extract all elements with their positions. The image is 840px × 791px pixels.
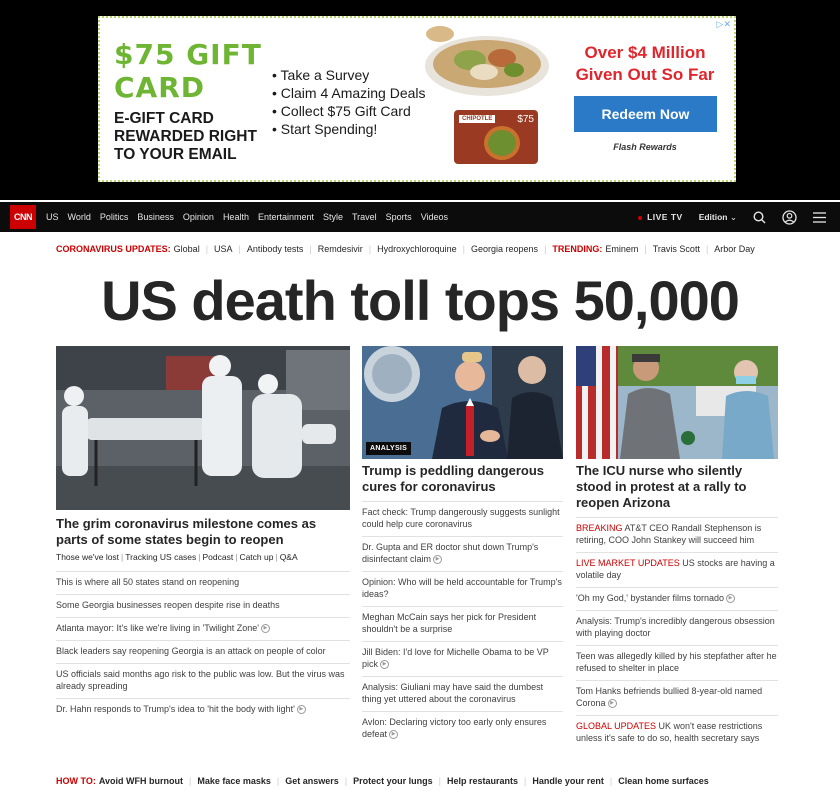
list-item[interactable] [362,676,563,711]
how-to-item[interactable]: Get answers [285,776,339,786]
list-item[interactable] [576,610,778,645]
video-play-icon: ▶ [726,594,735,603]
headline-text: Black leaders say reopening Georgia is an attack on people of color [56,646,326,656]
live-updates-label: LIVE MARKET UPDATES [576,558,680,568]
ad-steps-list [272,66,426,138]
how-to-item[interactable]: Handle your rent [532,776,604,786]
ad-step: • Claim 4 Amazing Deals [272,84,426,102]
list-item[interactable] [56,663,350,698]
ad-black-line: TO YOUR EMAIL [114,146,237,163]
nav-link-us[interactable]: US [46,212,59,222]
headline-text: Fact check: Trump dangerously suggests sunlight could help cure coronavirus [362,507,560,529]
nurse-story-column [576,346,778,750]
headline-text: US officials said months ago risk to the public was low. But the virus was already spreading [56,669,345,691]
list-item[interactable] [576,552,778,587]
nav-link-videos[interactable]: Videos [420,212,449,222]
avocado-icon [484,126,520,160]
breaking-label: BREAKING [576,523,623,533]
video-play-icon: ▶ [389,730,398,739]
list-item[interactable] [576,587,778,610]
ad-headline-line-2: CARD [114,71,206,104]
gift-card-image [454,110,538,164]
edition-label: Edition [698,211,728,222]
nav-link-opinion[interactable]: Opinion [182,212,214,222]
sublink[interactable]: Those we've lost [56,552,120,562]
trending-item[interactable]: Travis Scott [652,244,700,254]
cnn-logo[interactable]: CNN [10,205,36,229]
video-play-icon: ▶ [297,705,306,714]
trending-label-coronavirus: CORONAVIRUS UPDATES: [56,244,171,254]
ad-red-line: Given Out So Far [575,65,715,84]
search-icon[interactable] [753,211,766,224]
separator: | [644,244,647,254]
headline-text: 'Oh my God,' bystander films tornado [576,593,724,603]
main-headline[interactable]: US death toll tops 50,000 [101,269,739,332]
trending-item[interactable]: Global [173,244,200,254]
headline-text: Dr. Hahn responds to Trump's idea to 'hit the body with light' [56,704,295,714]
nav-link-style[interactable]: Style [322,212,343,222]
headline-text: US stocks are having a volatile day [576,558,775,580]
nav-link-sports[interactable]: Sports [385,212,412,222]
list-item[interactable] [56,594,350,617]
sublink[interactable]: Catch up [239,552,274,562]
list-item[interactable] [576,645,778,680]
nav-link-health[interactable]: Health [222,212,249,222]
how-to-item[interactable]: Protect your lungs [353,776,433,786]
headline-text: Atlanta mayor: It's like we're living in 'Twilight Zone' [56,623,259,633]
list-item[interactable] [576,715,778,750]
ad-step: • Take a Survey [272,66,426,84]
how-to-item[interactable]: Make face masks [197,776,271,786]
ad-unit[interactable] [98,16,736,182]
headline-text: Tom Hanks befriends bullied 8-year-old named Corona [576,686,763,708]
ad-headline-line-1: $75 GIFT [114,38,262,71]
headline-text: Some Georgia businesses reopen despite rise in deaths [56,600,280,610]
nurse-story-photo[interactable] [576,346,778,459]
list-item[interactable] [362,501,563,536]
ad-black-text [114,110,257,164]
how-to-label: HOW TO: [56,776,96,786]
edition-dropdown[interactable] [699,212,737,223]
trump-story-title[interactable]: Trump is peddling dangerous cures for coronavirus [362,463,545,494]
analysis-badge: ANALYSIS [366,442,411,455]
nav-link-business[interactable]: Business [137,212,174,222]
headline-text: Analysis: Giuliani may have said the dumbest thing yet uttered about the coronavirus [362,682,544,704]
separator: | [368,244,372,254]
separator: | [235,552,238,562]
lead-story-list [56,571,350,721]
video-play-icon: ▶ [261,624,270,633]
nurse-story-list [576,517,778,750]
trending-item[interactable]: Remdesivir [317,244,363,254]
headline-text: Analysis: Trump's incredibly dangerous obsession with playing doctor [576,616,775,638]
lead-story-photo[interactable] [56,346,350,510]
how-to-item[interactable]: Clean home surfaces [618,776,709,786]
trending-item[interactable]: Antibody tests [246,244,304,254]
chevron-down-icon: ⌄ [729,211,737,222]
list-item[interactable] [362,571,563,606]
separator: | [609,776,613,786]
how-to-item[interactable]: Help restaurants [446,776,518,786]
separator: | [705,244,709,254]
headline-text: Jill Biden: I'd love for Michelle Obama to be VP pick [362,647,549,669]
headline-text: This is where all 50 states stand on reopening [56,577,240,587]
headline-text: Opinion: Who will be held accountable for Trump's ideas? [362,577,562,599]
ad-sponsor-logo: Flash Rewards [613,142,677,152]
sublink[interactable]: Podcast [202,552,234,562]
hamburger-menu-icon[interactable] [813,212,826,223]
ad-black-line: REWARDED RIGHT [114,128,257,145]
headline-text: Teen was allegedly killed by his stepfather after he refused to shelter in place [576,651,777,673]
trump-story-list [362,501,563,746]
separator: | [524,776,527,786]
trending-bar [56,244,755,254]
trending-item[interactable]: USA [214,244,233,254]
list-item[interactable] [56,617,350,640]
separator: | [121,552,124,562]
separator: | [438,776,441,786]
redeem-now-button[interactable]: Redeem Now [574,96,717,132]
lead-story-column [56,346,350,721]
list-item[interactable] [576,680,778,715]
ad-red-text [570,42,720,86]
trending-item[interactable]: Hydroxychloroquine [377,244,457,254]
headline-text: Meghan McCain says her pick for President shouldn't be a surprise [362,612,537,634]
nav-right [638,202,826,232]
separator: | [205,244,209,254]
list-item[interactable] [56,698,350,721]
trending-item[interactable]: Arbor Day [714,244,755,254]
top-nav-bar [0,202,840,232]
separator: | [238,244,241,254]
separator: | [344,776,348,786]
ad-green-headline [114,38,262,104]
ad-black-line: E-GIFT CARD [114,110,214,127]
trump-story-column [362,346,563,746]
trending-item[interactable]: Georgia reopens [471,244,539,254]
nav-link-travel[interactable]: Travel [352,212,377,222]
separator: | [188,776,192,786]
nurse-story-title[interactable]: The ICU nurse who silently stood in protest at a rally to reopen Arizona [576,463,747,510]
gift-card-brand: CHIPOTLE [459,115,495,123]
ad-choices-icon[interactable]: ▷✕ [716,19,731,29]
gift-card-amount: $75 [517,114,534,125]
nav-link-politics[interactable]: Politics [99,212,129,222]
list-item[interactable] [362,641,563,676]
burrito-bowl-image [422,24,552,98]
trending-label: TRENDING: [552,244,603,254]
global-updates-label: GLOBAL UPDATES [576,721,657,731]
trump-story-photo[interactable] [362,346,563,459]
live-tv-link[interactable] [638,212,683,222]
headline-text: UK won't ease restrictions unless it's safe to do so, health secretary says [576,721,763,743]
headline-text: Dr. Gupta and ER doctor shut down Trump's disinfectant claim [362,542,539,564]
how-to-bar [56,776,709,786]
headline-text: Avlon: Declaring victory too early only ensures defeat [362,717,547,739]
headline-text: AT&T CEO Randall Stephenson is retiring, COO John Stankey will succeed him [576,523,762,545]
lead-story-sublinks [56,552,350,562]
live-dot-icon [638,216,642,220]
video-play-icon: ▶ [433,555,442,564]
user-account-icon[interactable] [782,210,797,225]
separator: | [276,776,280,786]
sublink[interactable]: Q&A [279,552,298,562]
list-item[interactable] [362,536,563,571]
separator: | [544,244,547,254]
ad-banner [0,0,840,200]
video-play-icon: ▶ [380,660,389,669]
nav-link-world[interactable]: World [67,212,91,222]
separator: | [462,244,466,254]
separator: | [198,552,201,562]
nav-link-entertainment[interactable]: Entertainment [257,212,314,222]
list-item[interactable] [56,640,350,663]
separator: | [275,552,278,562]
ad-step: • Collect $75 Gift Card [272,102,426,120]
list-item[interactable] [56,571,350,594]
ad-step: • Start Spending! [272,120,426,138]
video-play-icon: ▶ [608,699,617,708]
list-item[interactable] [576,517,778,552]
ad-red-line: Over $4 Million [584,43,706,62]
sublink[interactable]: Tracking US cases [125,552,197,562]
list-item[interactable] [362,711,563,746]
nav-links [46,212,457,222]
how-to-item[interactable]: Avoid WFH burnout [98,776,183,786]
separator: | [309,244,312,254]
lead-story-title[interactable]: The grim coronavirus milestone comes as parts of some states begin to reopen [56,516,317,547]
live-tv-label: LIVE TV [647,212,683,222]
list-item[interactable] [362,606,563,641]
trending-item[interactable]: Eminem [605,244,639,254]
